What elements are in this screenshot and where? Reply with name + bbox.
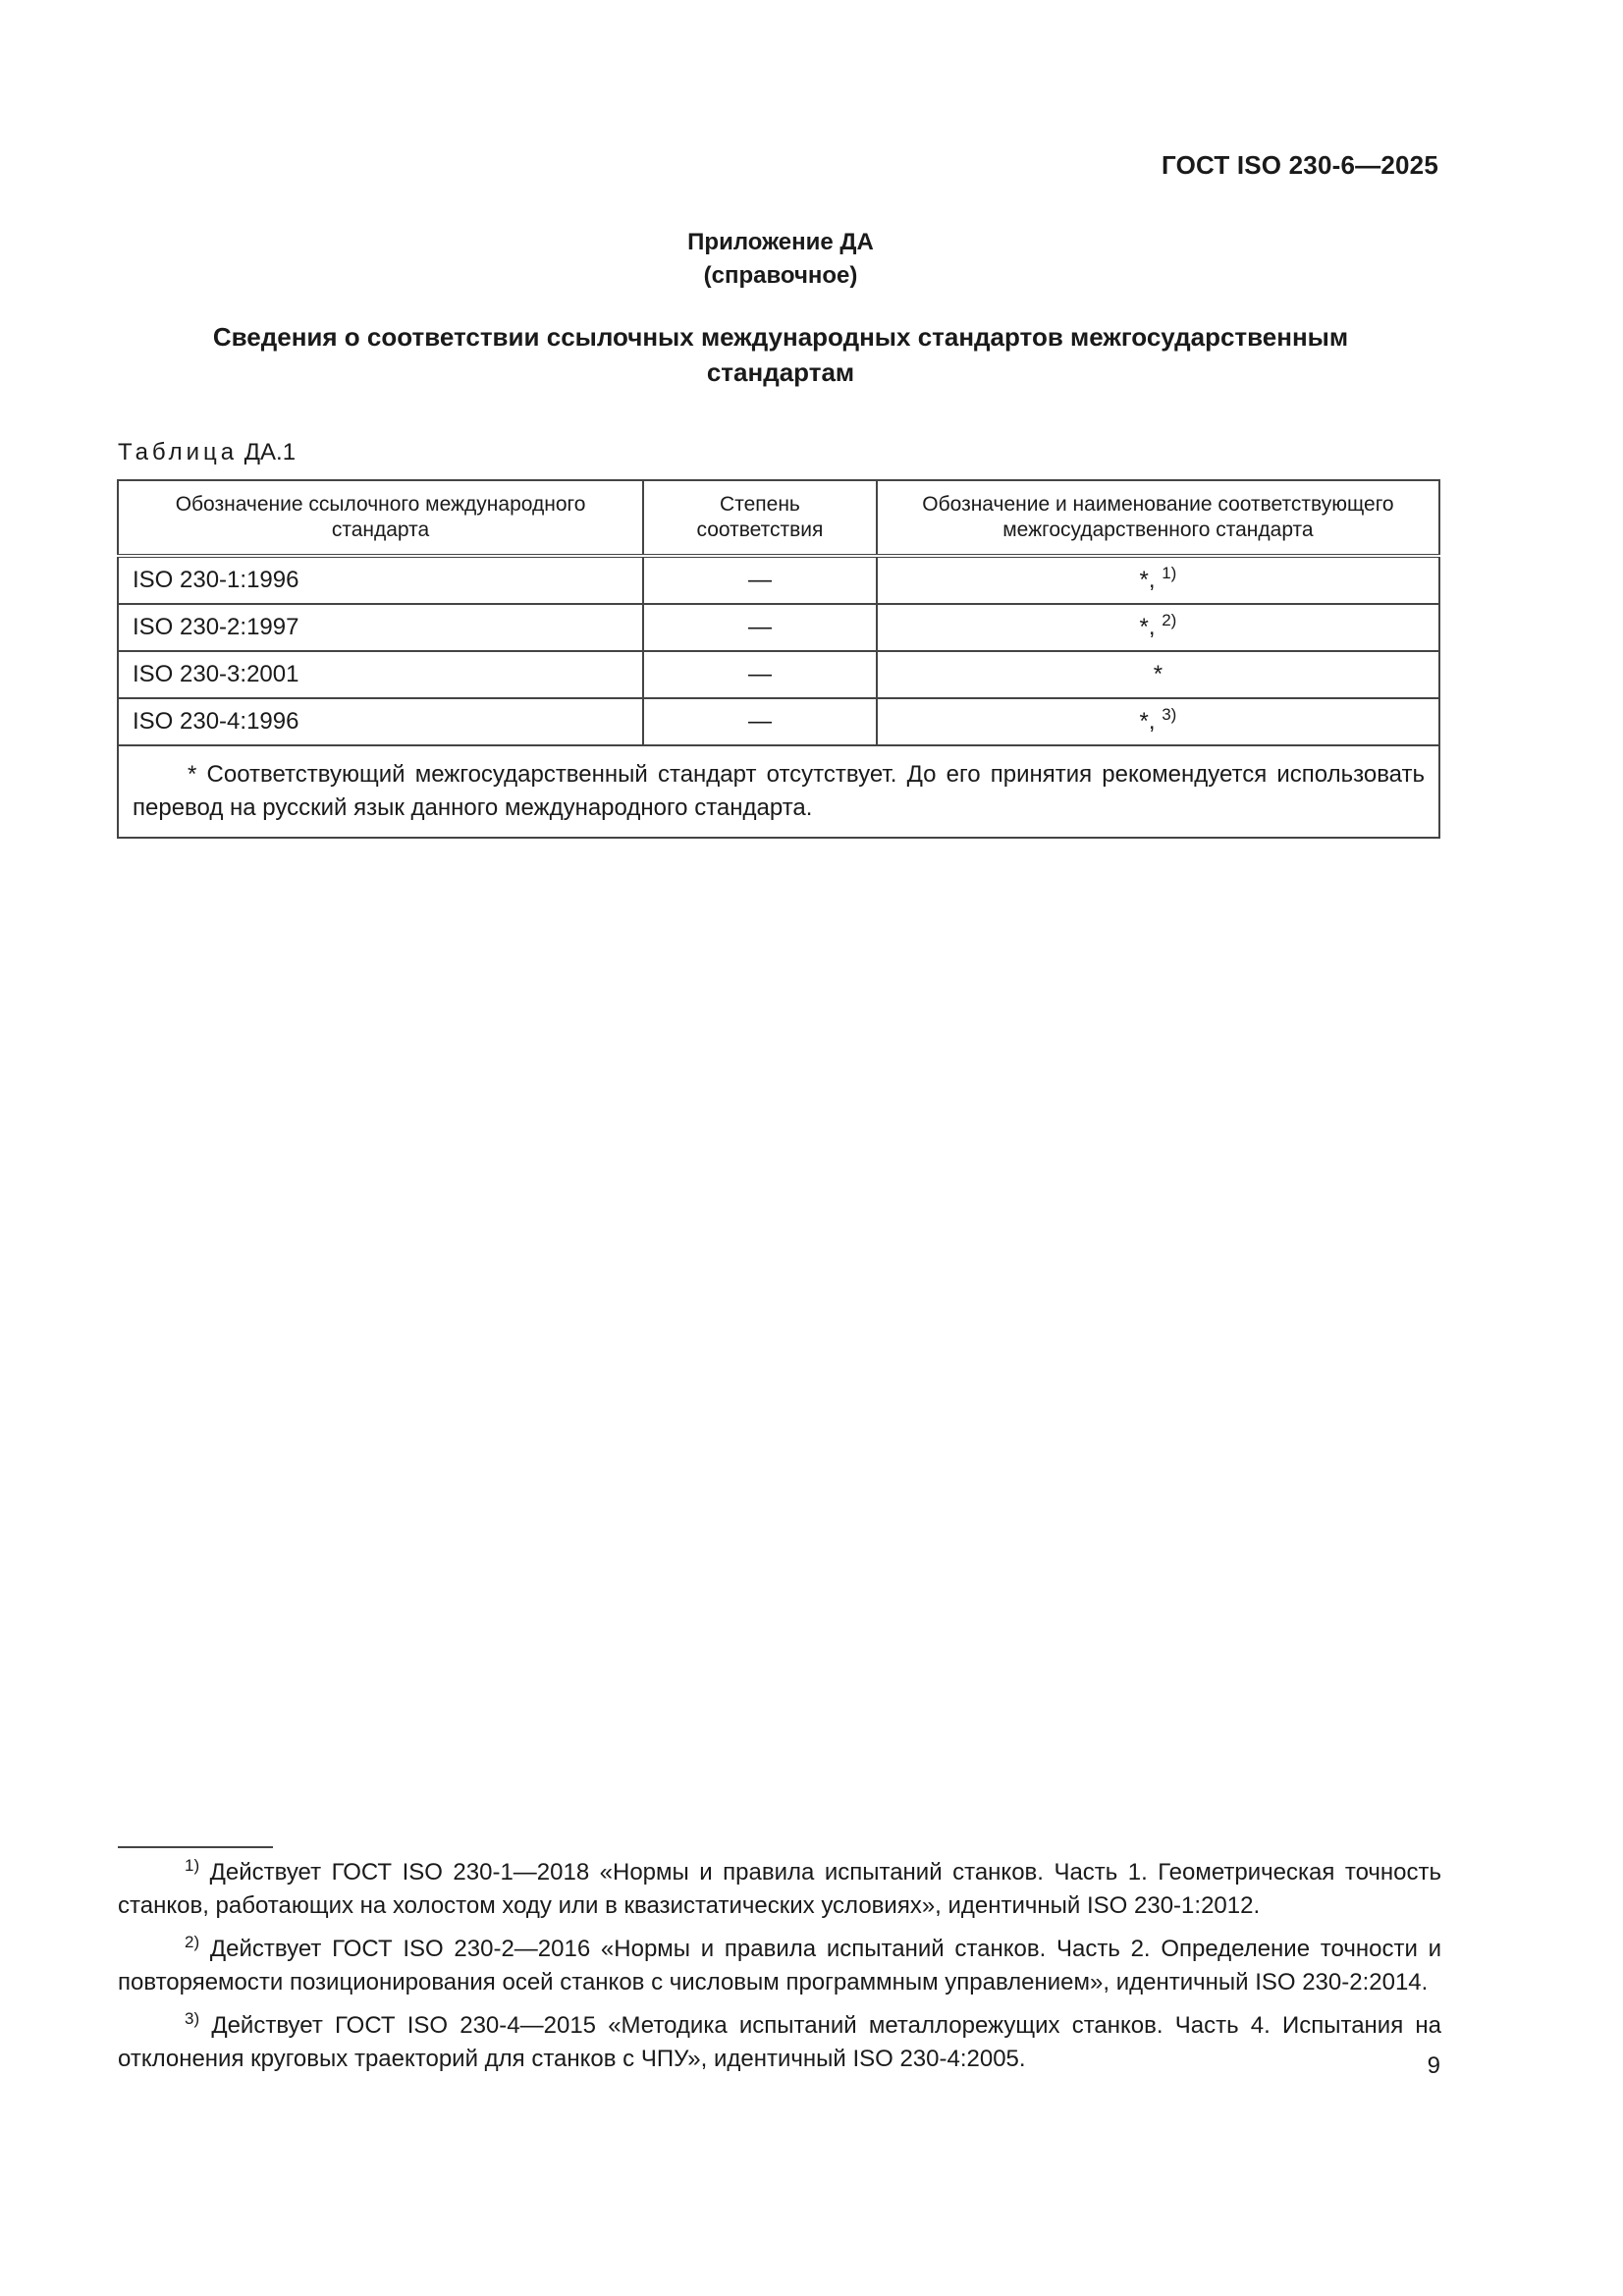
cell-gost <box>877 698 1439 745</box>
cell-ref: ISO 230-1:1996 <box>118 556 643 604</box>
table-label <box>118 439 296 466</box>
cell-gost <box>877 556 1439 604</box>
appendix-heading <box>0 226 1561 293</box>
cell-ref: ISO 230-2:1997 <box>118 604 643 651</box>
table-row <box>118 604 1439 651</box>
correspondence-table <box>117 479 1440 839</box>
footnote-ref[interactable]: 3) <box>1162 705 1177 724</box>
cell-gost-mark: *, <box>1139 614 1156 640</box>
header-degree: Степень соответствия <box>643 480 877 556</box>
table-note <box>118 745 1439 838</box>
footnote-ref[interactable]: 2) <box>1162 611 1177 629</box>
table-label-word: Таблица <box>118 439 239 465</box>
table-note-text: * Соответствующий межгосударственный стандарт отсутствует. До его принятия рекомендуется использовать перевод на русский язык данного международного стандарта. <box>133 761 1425 821</box>
cell-degree: — <box>643 556 877 604</box>
cell-degree: — <box>643 604 877 651</box>
cell-gost-mark: *, <box>1139 708 1156 735</box>
footnote-mark: 1) <box>185 1856 200 1875</box>
footnote-2 <box>118 1933 1441 1999</box>
footnote-mark: 3) <box>185 2009 200 2028</box>
footnote-ref[interactable]: 1) <box>1162 564 1177 582</box>
table-label-number: ДА.1 <box>243 439 297 465</box>
table-note-row <box>118 745 1439 838</box>
footnote-text: Действует ГОСТ ISO 230-4—2015 «Методика испытаний металлорежущих станков. Часть 4. Испытания на отклонения круговых траекторий для станков с ЧПУ», идентичный ISO 230-4:2005. <box>118 2012 1441 2072</box>
footnote-3 <box>118 2009 1441 2076</box>
cell-degree: — <box>643 651 877 698</box>
table-row <box>118 556 1439 604</box>
page-number: 9 <box>1427 2052 1440 2079</box>
cell-gost-mark: *, <box>1139 567 1156 593</box>
footnote-divider <box>118 1846 273 1848</box>
table-header-row <box>118 480 1439 556</box>
footnotes <box>118 1856 1441 2086</box>
cell-gost <box>877 651 1439 698</box>
cell-gost-mark: * <box>1153 661 1163 687</box>
table-row <box>118 651 1439 698</box>
cell-ref: ISO 230-3:2001 <box>118 651 643 698</box>
footnote-mark: 2) <box>185 1933 200 1951</box>
document-code: ГОСТ ISO 230-6—2025 <box>1161 150 1438 180</box>
header-gost-standard: Обозначение и наименование соответствующего межгосударственного стандарта <box>877 480 1439 556</box>
appendix-name: Приложение ДА <box>687 229 874 255</box>
footnote-text: Действует ГОСТ ISO 230-1—2018 «Нормы и правила испытаний станков. Часть 1. Геометрическая точность станков, работающих на холостом ходу или в квазистатических условиях», идентичный ISO 230-1:2012. <box>118 1859 1441 1919</box>
cell-degree: — <box>643 698 877 745</box>
footnote-text: Действует ГОСТ ISO 230-2—2016 «Нормы и правила испытаний станков. Часть 2. Определение точности и повторяемости позиционирования осей станков с числовым программным управлением», идентичный ISO 230-2:2014. <box>118 1936 1441 1995</box>
header-ref-standard: Обозначение ссылочного международного стандарта <box>118 480 643 556</box>
footnote-1 <box>118 1856 1441 1923</box>
table-row <box>118 698 1439 745</box>
appendix-kind: (справочное) <box>703 262 858 289</box>
cell-ref: ISO 230-4:1996 <box>118 698 643 745</box>
appendix-title: Сведения о соответствии ссылочных международных стандартов межгосударственным стандартам <box>212 322 1349 387</box>
cell-gost <box>877 604 1439 651</box>
